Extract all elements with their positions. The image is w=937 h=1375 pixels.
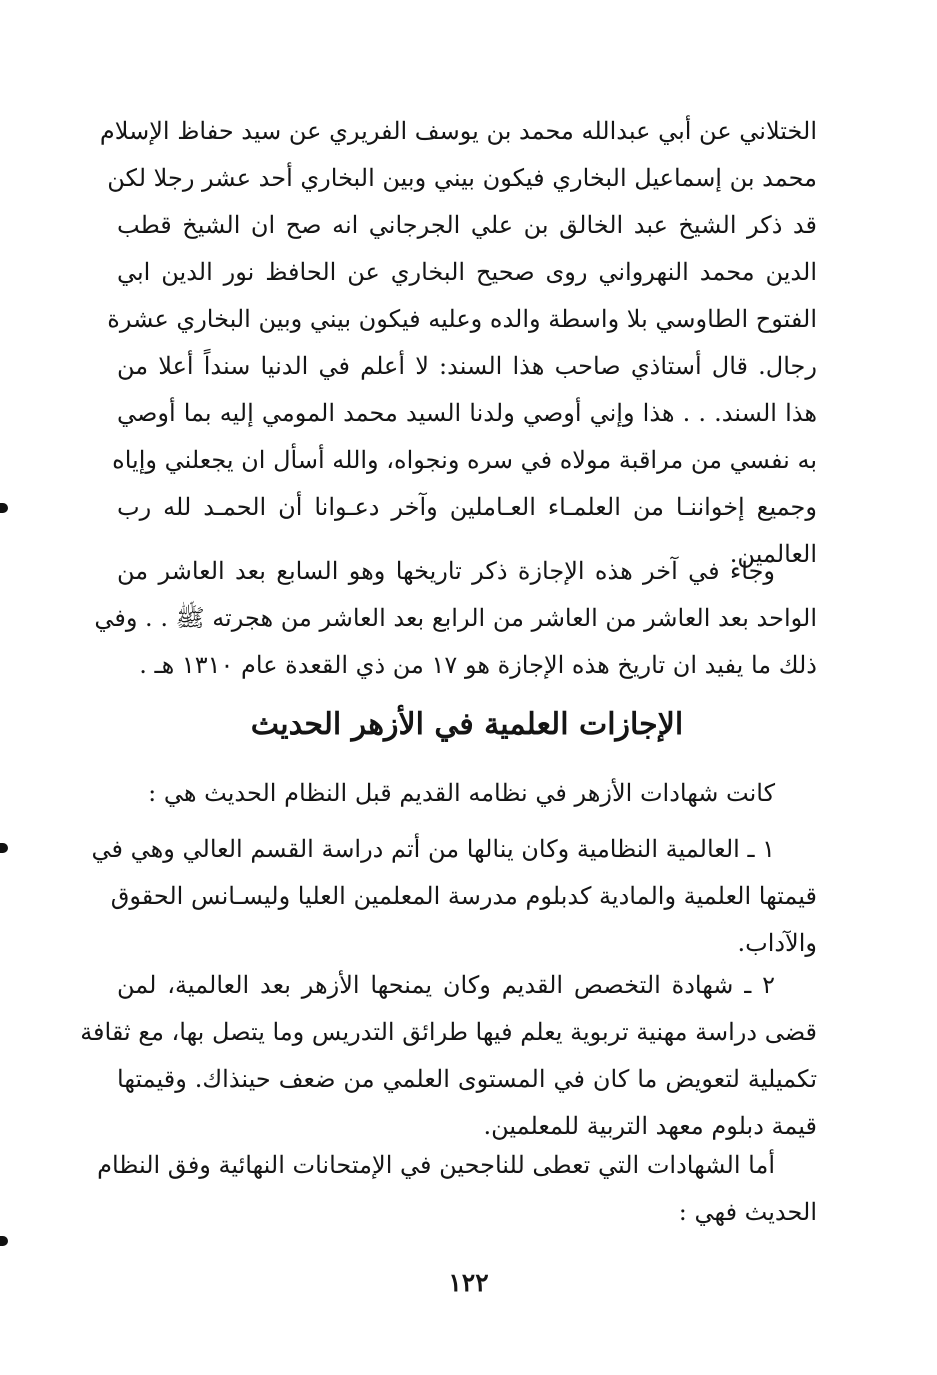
paragraph-ijaza-chain	[99, 108, 817, 578]
text-line: محمد بن إسماعيل البخاري فيكون بيني وبين البخاري أحد عشر رجلا لكن	[107, 164, 817, 192]
scan-edge-mark	[0, 843, 8, 853]
scan-edge-mark	[0, 1236, 8, 1246]
text-line: الواحد بعد العاشر من العاشر من الرابع بعد العاشر من هجرته ﷺ . . وفي	[94, 604, 817, 632]
text-line: قضى دراسة مهنية تربوية يعلم فيها طرائق التدريس وما يتصل بها، مع ثقافة	[80, 1018, 817, 1046]
text-line: الختلاني عن أبي عبدالله محمد بن يوسف الفريري عن سيد حفاظ الإسلام	[99, 117, 817, 145]
text-line: والآداب.	[737, 929, 817, 957]
scan-edge-mark	[0, 503, 8, 513]
text-line: قد ذكر الشيخ عبد الخالق بن علي الجرجاني انه صح ان الشيخ قطب	[117, 211, 817, 239]
page-number: ١٢٢	[448, 1268, 489, 1297]
text-line: هذا السند. . . هذا وإني أوصي ولدنا السيد محمد المومي إليه بما أوصي	[117, 399, 817, 427]
text-line: رجال. قال أستاذي صاحب هذا السند: لا أعلم في الدنيا سنداً أعلا من	[117, 352, 817, 380]
text-line: الفتوح الطاوسي بلا واسطة والده وعليه فيكون بيني وبين البخاري عشرة	[107, 305, 817, 333]
text-line: وجميع إخواننـا من العلمـاء العـاملين وآخر دعـوانا أن الحمـد لله رب	[117, 493, 817, 521]
text-line: أما الشهادات التي تعطى للناجحين في الإمتحانات النهائية وفق النظام	[97, 1151, 775, 1179]
text-line: قيمتها العلمية والمادية كدبلوم مدرسة المعلمين العليا وليسـانس الحقوق	[110, 882, 817, 910]
text-line: الحديث فهي :	[678, 1198, 817, 1226]
text-line: ٢ ـ شهادة التخصص القديم وكان يمنحها الأزهر بعد العالمية، لمن	[117, 971, 775, 999]
paragraph-modern-certificates	[97, 1142, 817, 1236]
section-heading: الإجازات العلمية في الأزهر الحديث	[250, 707, 684, 742]
paragraph-ijaza-date	[94, 548, 817, 689]
list-item-alamiya	[91, 826, 817, 967]
text-line: ذلك ما يفيد ان تاريخ هذه الإجازة هو ١٧ من ذي القعدة عام ١٣١٠ هـ .	[139, 651, 817, 679]
text-line: به نفسي من مراقبة مولاه في سره ونجواه، والله أسأل ان يجعلني وإياه	[112, 446, 817, 474]
text-line: وجاء في آخر هذه الإجازة ذكر تاريخها وهو السابع بعد العاشر من	[117, 557, 775, 585]
list-item-takhassus	[80, 962, 817, 1150]
text-line: الدين محمد النهرواني روى صحيح البخاري عن الحافظ نور الدين ابي	[117, 258, 817, 286]
text-line: ١ ـ العالمية النظامية وكان ينالها من أتم دراسة القسم العالي وهي في	[91, 835, 775, 863]
text-line: العالمين.	[729, 540, 817, 568]
text-line: قيمة دبلوم معهد التربية للمعلمين.	[483, 1112, 817, 1140]
text-line: تكميلية لتعويض ما كان في المستوى العلمي من ضعف حينذاك. وقيمتها	[117, 1065, 817, 1093]
text-line: كانت شهادات الأزهر في نظامه القديم قبل النظام الحديث هي :	[148, 779, 775, 807]
paragraph-azhar-intro	[117, 770, 817, 817]
